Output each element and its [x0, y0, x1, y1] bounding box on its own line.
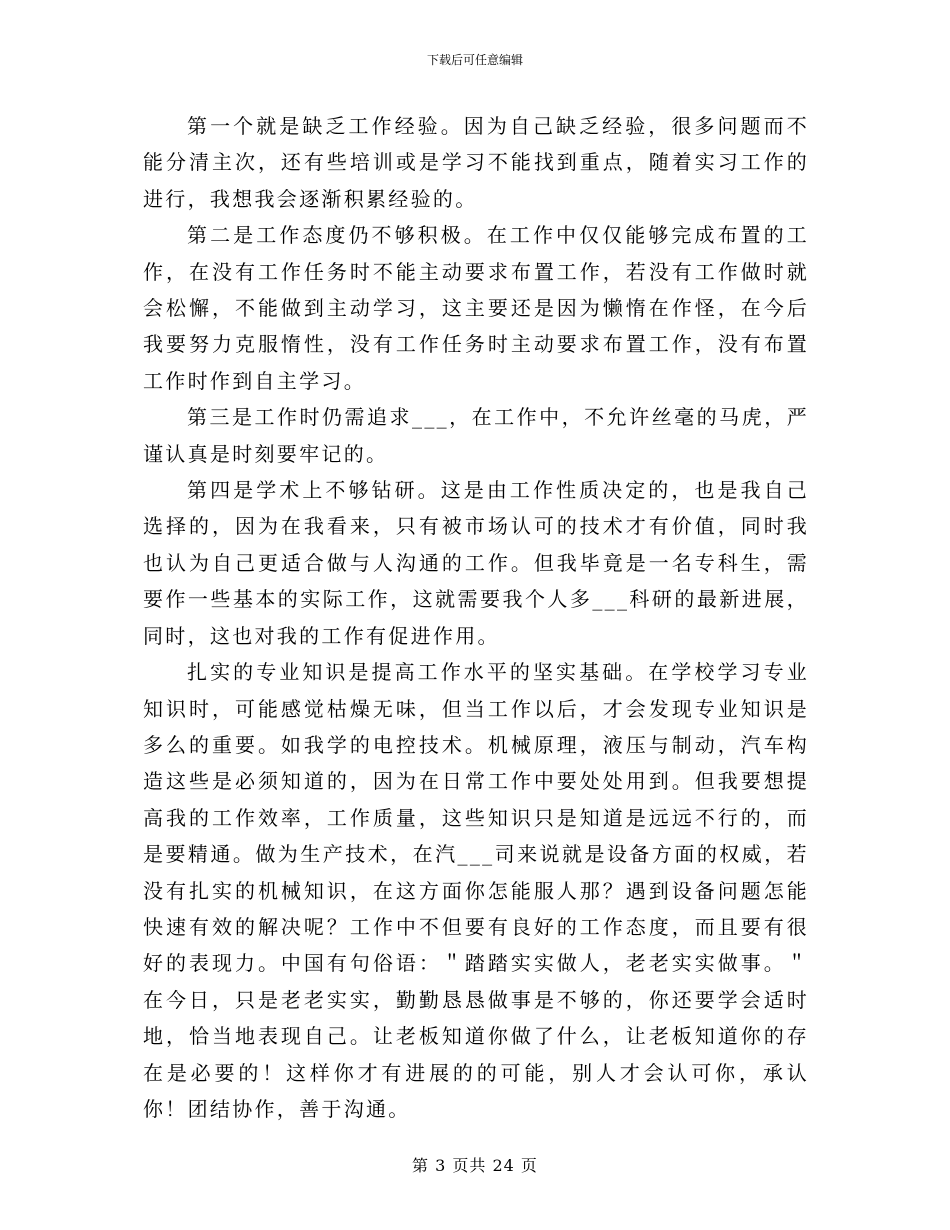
paragraph-5: 扎实的专业知识是提高工作水平的坚实基础。在学校学习专业知识时，可能感觉枯燥无味，但当工作以后，才会发现专业知识是多么的重要。如我学的电控技术。机械原理，液压与制动，汽车构造这些是必须知道的，因为在日常工作中要处处用到。但我要想提高我的工作效率，工作质量，这些知识只是知道是远远不行的，而是要精通。做为生产技术，在汽___司来说就是设备方面的权威，若没有扎实的机械知识，在这方面你怎能服人那？遇到设备问题怎能快速有效的解决呢？工作中不但要有良好的工作态度，而且要有很好的表现力。中国有句俗语：＂踏踏实实做人，老老实实做事。＂在今日，只是老老实实，勤勤恳恳做事是不够的，你还要学会适时地，恰当地表现自己。让老板知道你做了什么，让老板知道你的存在是必要的！这样你才有进展的的可能，别人才会认可你，承认你！团结协作，善于沟通。: [143, 660, 809, 1121]
document-body: [143, 108, 809, 1127]
paragraph-2: 第二是工作态度仍不够积极。在工作中仅仅能够完成布置的工作，在没有工作任务时不能主动要求布置工作，若没有工作做时就会松懈，不能做到主动学习，这主要还是因为懒惰在作怪，在今后我要努力克服惰性，没有工作任务时主动要求布置工作，没有布置工作时作到自主学习。: [143, 223, 809, 393]
paragraph-3: 第三是工作时仍需追求___，在工作中，不允许丝毫的马虎，严谨认真是时刻要牢记的。: [143, 405, 809, 466]
page-number-footer: 第 3 页共 24 页: [412, 1156, 538, 1175]
paragraph-1: 第一个就是缺乏工作经验。因为自己缺乏经验，很多问题而不能分清主次，还有些培训或是学习不能找到重点，随着实习工作的进行，我想我会逐渐积累经验的。: [143, 114, 809, 211]
paragraph-4: 第四是学术上不够钻研。这是由工作性质决定的，也是我自己选择的，因为在我看来，只有被市场认可的技术才有价值，同时我也认为自己更适合做与人沟通的工作。但我毕竟是一名专科生，需要作一些基本的实际工作，这就需要我个人多___科研的最新进展，同时，这也对我的工作有促进作用。: [143, 478, 809, 648]
page-header-note: 下载后可任意编辑: [426, 53, 523, 67]
